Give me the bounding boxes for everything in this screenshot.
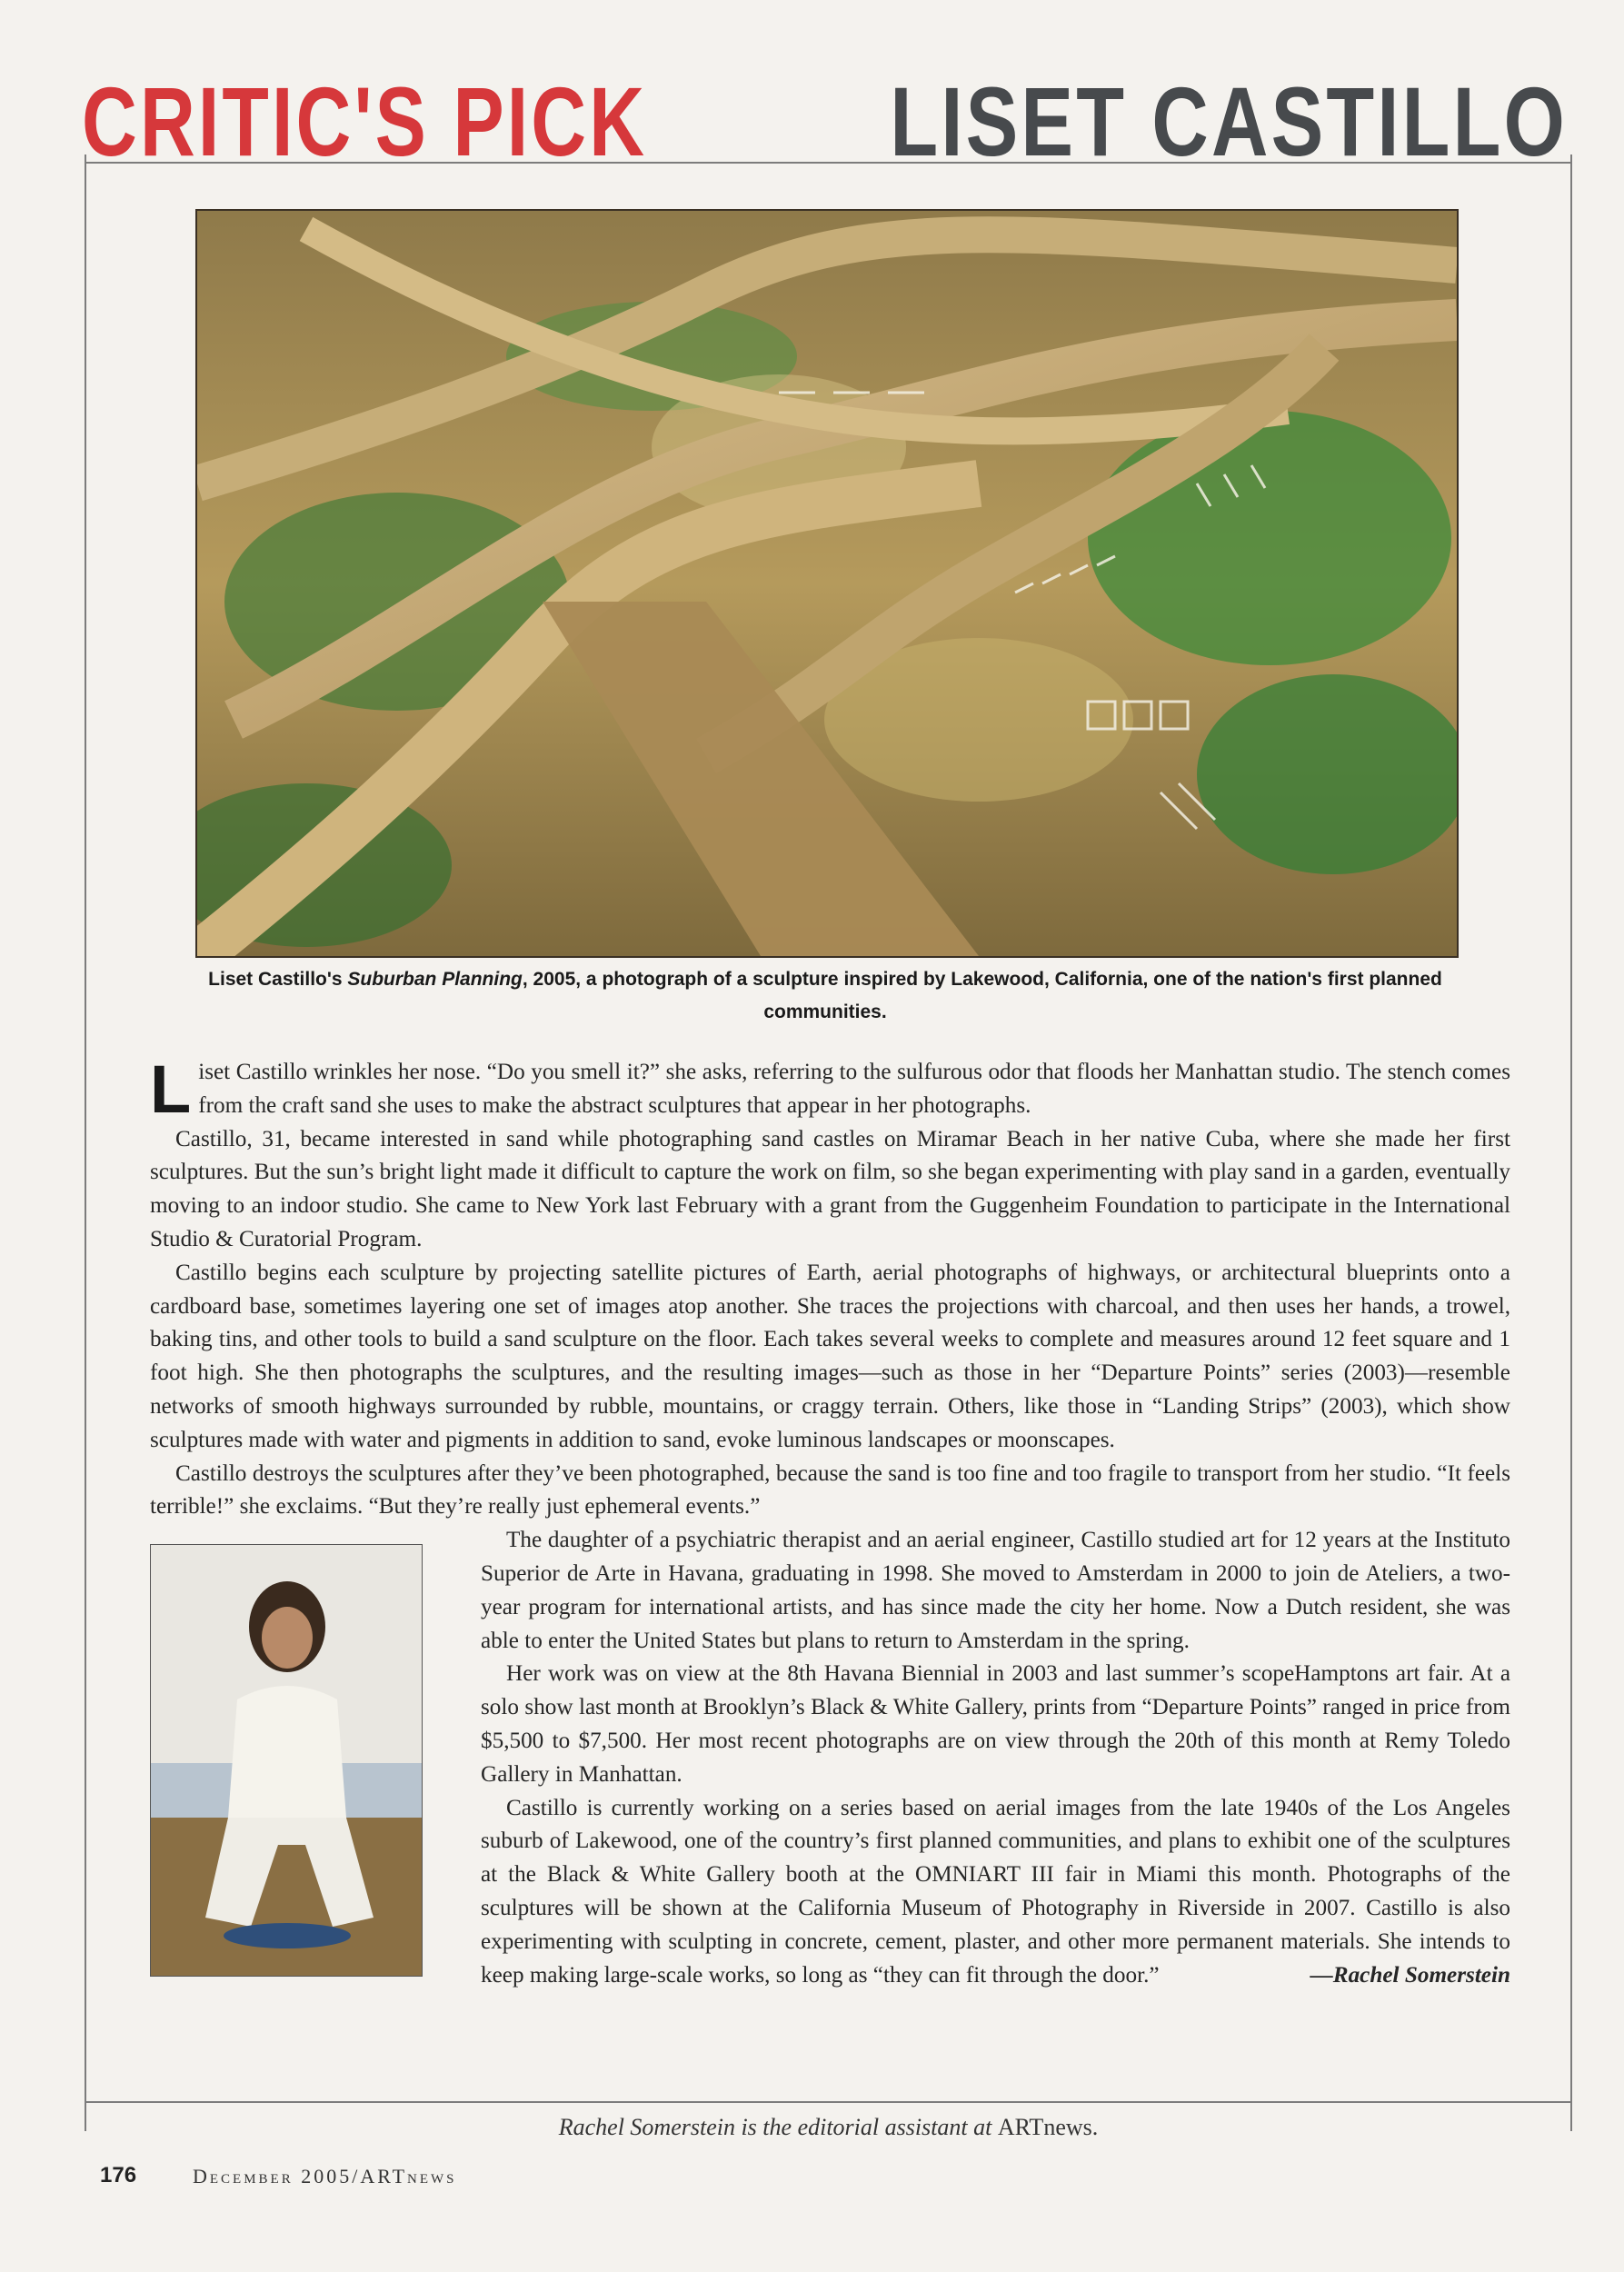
paragraph-2: Castillo, 31, became interested in sand while photographing sand castles on Miramar Beach in her native Cuba, where she made her first sculptures. But the sun’s bright light made it difficult to capture the work on film, so she began experimenting with play sand in a garden, eventually moving to an indoor studio. She came to New York last February with a grant from the Guggenheim Foundation to participate in the International Studio & Curatorial Program.	[150, 1126, 1510, 1251]
paragraph-7-text: Castillo is currently working on a series based on aerial images from the late 1940s of the Los Angeles suburb of Lakewood, one of the country’s first planned communities, and plans to exhibit one of the sculptures at the Black & White Gallery booth at the OMNIART III fair in Miami this month. Photographs of the sculptures will be shown at the California Museum of Photography in Riverside in 2007. Castillo is also experimenting with sculpting in concrete, cement, plaster, and other more permanent materials. She intends to keep making large-scale works, so long as “they can fit through the door.”	[481, 1795, 1510, 1988]
paragraph-1-text: iset Castillo wrinkles her nose. “Do you smell it?” she asks, referring to the sulfurous odor that floods her Manhattan studio. The stench comes from the craft sand she uses to make the abstract sculptures that appear in her photographs.	[198, 1060, 1510, 1118]
caption-description: , 2005, a photograph of a sculpture inspired by Lakewood, California, one of the nation's first planned communities.	[522, 969, 1442, 1022]
paragraph-3: Castillo begins each sculpture by projecting satellite pictures of Earth, aerial photographs of highways, or architectural blueprints onto a cardboard base, sometimes layering one set of images atop another. She traces the projections with charcoal, and then uses her hands, a trowel, baking tins, and other tools to build a sand sculpture on the floor. Each takes several weeks to complete and measures around 12 feet square and 1 foot high. She then photographs the sculptures, and the resulting images—such as those in her “Departure Points” series (2003)—resemble networks of smooth highways surrounded by rubble, mountains, or craggy terrain. Others, like those in “Landing Strips” (2003), which show sculptures made with water and pigments in addition to sand, evoke luminous landscapes or moonscapes.	[150, 1260, 1510, 1452]
hero-photo	[195, 209, 1459, 958]
photo-caption	[195, 963, 1455, 1029]
bio-text: Rachel Somerstein is the editorial assistant at	[558, 2114, 998, 2140]
paragraph-4: Castillo destroys the sculptures after they’ve been photographed, because the sand is too fine and too fragile to transport from her studio. “It feels terrible!” she exclaims. “But they’re really just ephemeral events.”	[150, 1460, 1510, 1520]
paragraph-6: Her work was on view at the 8th Havana Biennial in 2003 and last summer’s scopeHamptons art fair. At a solo show last month at Brooklyn’s Black & White Gallery, prints from “Departure Points” ranged in price from $5,500 to $7,500. Her most recent photographs are on view through the 20th of this month at Remy Toledo Gallery in Manhattan.	[481, 1661, 1510, 1787]
bio-publication: ARTnews.	[997, 2114, 1099, 2140]
article-title: LISET CASTILLO	[890, 66, 1568, 176]
paragraph-5: The daughter of a psychiatric therapist and an aerial engineer, Castillo studied art for 12 years at the Instituto Superior de Arte in Havana, graduating in 1998. She moved to Amsterdam in 2000 to join de Ateliers, a two-year program for international artists, and has since made the city her home. Now a Dutch resident, she was able to enter the United States but plans to return to Amsterdam in the spring.	[481, 1528, 1510, 1653]
article-body	[150, 1051, 1510, 1992]
byline-signoff: —Rachel Somerstein	[1310, 1962, 1510, 1988]
caption-artwork-title: Suburban Planning	[347, 969, 523, 990]
caption-lead: Liset Castillo's	[208, 969, 348, 990]
page-number: 176	[100, 2163, 137, 2187]
author-photo	[150, 1544, 423, 1977]
contributor-bio	[85, 2101, 1572, 2141]
paragraph-1	[150, 1051, 1510, 1127]
drop-cap: L	[150, 1051, 192, 1127]
issue-line: December 2005/ARTnews	[193, 2165, 457, 2187]
section-kicker: CRITIC'S PICK	[82, 66, 648, 176]
